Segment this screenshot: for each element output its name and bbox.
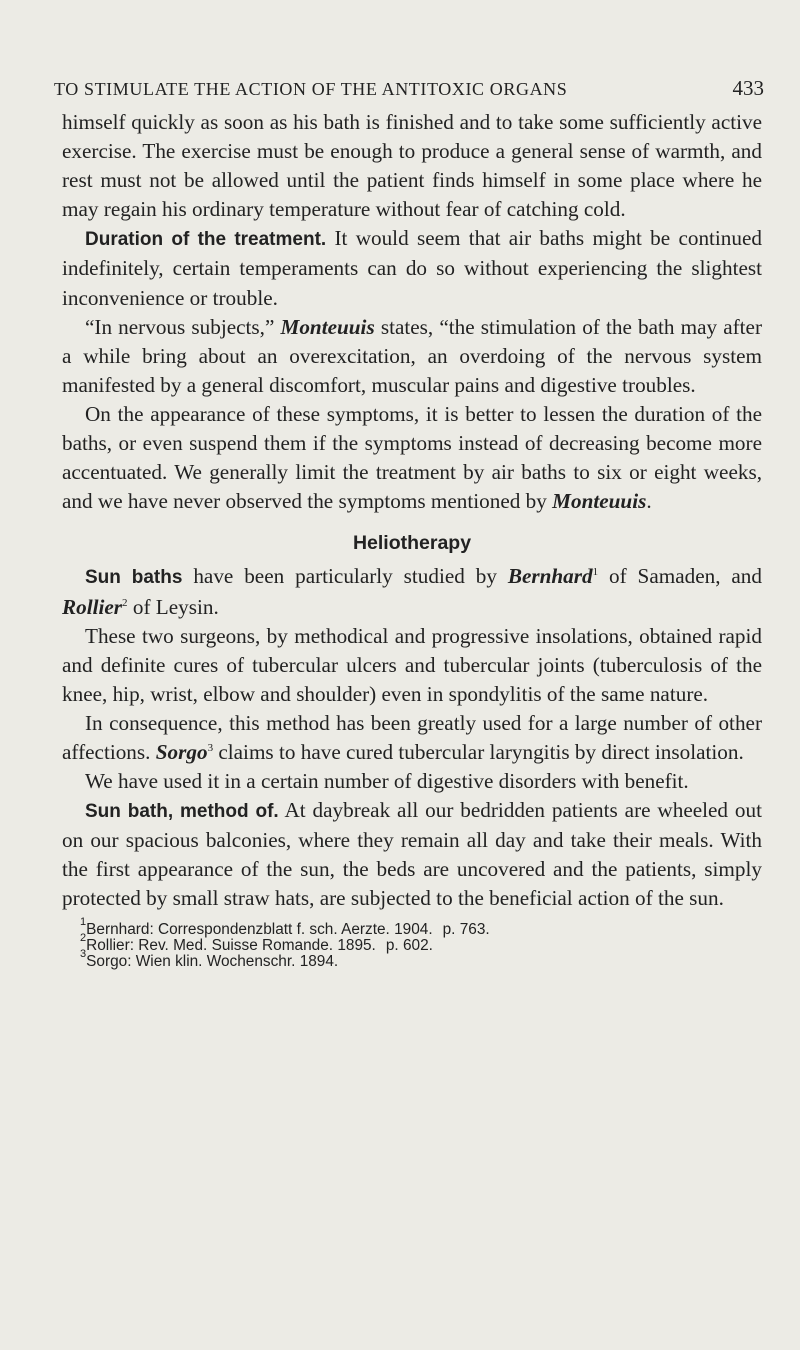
footnotes bbox=[62, 915, 762, 971]
author-name: Rollier bbox=[62, 594, 123, 619]
paragraph: “In nervous subjects,” Monteuuis states, “the stimulation of the bath may after a while bring about an overexcitation, an overdoing of the nervous system manifested by a general discomfort, muscular pains and digestive troubles. bbox=[62, 314, 763, 397]
footnote: 1 Bernhard: Correspondenzblatt f. sch. Aerzte. 1904. p. 763. bbox=[80, 915, 490, 938]
paragraph: These two surgeons, by methodical and progressive insolations, obtained rapid and definite cures of tubercular ulcers and tubercular joints (tuberculosis of the knee, hip, wrist, elbow and shoulder) even in spondylitis of the same nature. bbox=[62, 623, 762, 706]
paragraph: Sun baths have been particularly studied by Bernhard$^1$ of Samaden, and Rollier$^2$ of Leysin. bbox=[62, 564, 762, 619]
footnote-ref[interactable]: 3 bbox=[207, 741, 214, 754]
paragraph: In consequence, this method has been greatly used for a large number of other affections. Sorgo$^3$ claims to have cured tubercular laryngitis by direct insolation. bbox=[62, 710, 762, 764]
run-in-heading: Duration of the treatment. bbox=[85, 229, 327, 251]
footnote-ref[interactable]: 2 bbox=[122, 596, 128, 609]
author-name: Monteuuis bbox=[280, 314, 375, 339]
page-number: 433 bbox=[732, 76, 764, 100]
section-heading: Heliotherapy bbox=[352, 532, 472, 555]
running-title: TO STIMULATE THE ACTION OF THE ANTITOXIC ORGANS bbox=[54, 79, 568, 99]
author-name: Monteuuis bbox=[552, 489, 647, 514]
run-in-heading: Sun baths bbox=[85, 567, 183, 589]
paragraph: On the appearance of these symptoms, it is better to lessen the duration of the baths, or even suspend them if the symptoms instead of decreasing become more accentuated. We generally limit the treatment by air baths to six or eight weeks, and we have never observed the symptoms mentioned by Monteuuis. bbox=[62, 401, 762, 514]
run-in-heading: Sun bath, method of. bbox=[85, 801, 279, 823]
running-header bbox=[54, 76, 764, 101]
footnote: 2 Rollier: Rev. Med. Suisse Romande. 1895. p. 602. bbox=[80, 931, 433, 954]
paragraph: himself quickly as soon as his bath is finished and to take some sufficiently active exercise. The exercise must be enough to produce a general sense of warmth, and rest must not be allowed until the patient finds himself in some place where he may regain his ordinary temperature without fear of catching cold. bbox=[62, 110, 762, 222]
paragraph: Duration of the treatment. It would seem that air baths might be continued indefinitely, certain temperaments can do so without experiencing the slightest inconvenience or trouble. bbox=[62, 226, 762, 310]
paragraph: We have used it in a certain number of digestive disorders with benefit. bbox=[85, 769, 689, 794]
author-name: Sorgo bbox=[155, 739, 208, 764]
author-name: Bernhard bbox=[507, 564, 593, 589]
page-body bbox=[62, 108, 762, 971]
footnote-ref[interactable]: 1 bbox=[592, 566, 599, 579]
paragraph: Sun bath, method of. At daybreak all our bedridden patients are wheeled out on our spacious balconies, where they remain all day and take their meals. With the first appearance of the sun, the beds are uncovered and the patients, simply protected by small straw hats, are subjected to the beneficial action of the sun. bbox=[62, 798, 762, 911]
footnote: 3 Sorgo: Wien klin. Wochenschr. 1894. bbox=[80, 948, 339, 971]
